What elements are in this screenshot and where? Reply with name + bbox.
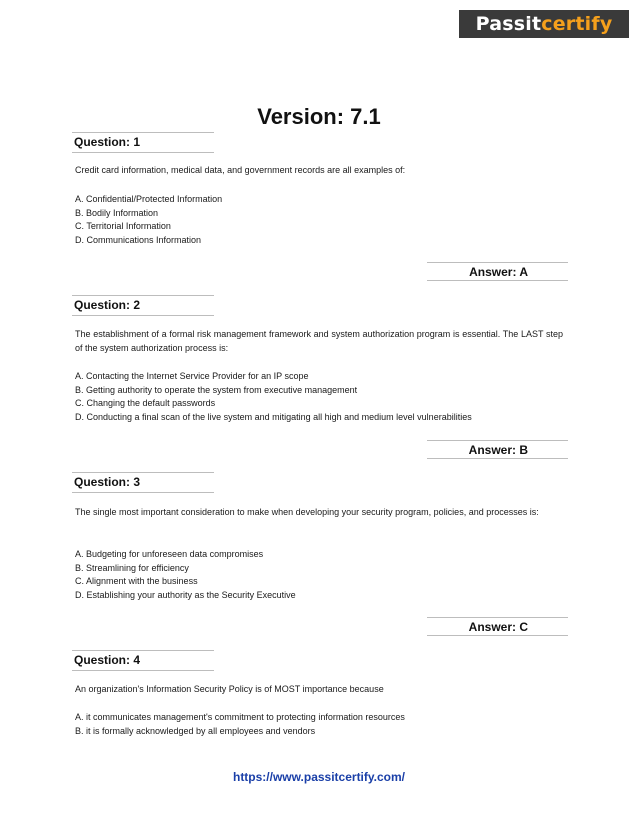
question-4-option-b: B. it is formally acknowledged by all employees and vendors bbox=[75, 725, 316, 736]
question-2-option-a: A. Contacting the Internet Service Provider for an IP scope bbox=[75, 371, 309, 381]
question-3-options bbox=[75, 548, 575, 602]
question-1-option-d: D. Communications Information bbox=[75, 234, 202, 245]
question-3-option-b: B. Streamlining for efficiency bbox=[75, 562, 189, 573]
question-2-option-d: D. Conducting a final scan of the live system and mitigating all high and medium level vulnerabilities bbox=[75, 411, 472, 422]
question-1-option-c: C. Territorial Information bbox=[75, 221, 171, 232]
question-3-option-a: A. Budgeting for unforeseen data compromises bbox=[75, 549, 264, 559]
question-4-text: An organization's Information Security Policy is of MOST importance because bbox=[75, 684, 384, 694]
question-3-text: The single most important consideration to make when developing your security program, policies, and processes is: bbox=[75, 507, 539, 517]
question-1-text: Credit card information, medical data, and government records are all examples of: bbox=[75, 165, 406, 175]
version-title: Version: 7.1 bbox=[257, 104, 381, 129]
question-1-options bbox=[75, 193, 575, 247]
question-2-option-b: B. Getting authority to operate the system from executive management bbox=[75, 384, 358, 395]
question-2-answer: Answer: B bbox=[427, 440, 568, 459]
footer-website-link[interactable]: https://www.passitcertify.com/ bbox=[232, 770, 406, 784]
question-4-options bbox=[75, 711, 575, 738]
logo-text-passit: Passit bbox=[475, 13, 542, 35]
question-3-header: Question: 3 bbox=[72, 472, 214, 493]
question-2-text: The establishment of a formal risk management framework and system authorization program is essential. The LAST step of the system authorization process is: bbox=[75, 329, 563, 353]
question-2-header: Question: 2 bbox=[72, 295, 214, 316]
question-4-header: Question: 4 bbox=[72, 650, 214, 671]
question-4-option-a: A. it communicates management's commitment to protecting information resources bbox=[75, 712, 405, 722]
question-2-option-c: C. Changing the default passwords bbox=[75, 398, 216, 409]
question-1-header: Question: 1 bbox=[72, 132, 214, 153]
question-2-options bbox=[75, 370, 575, 424]
question-3-option-d: D. Establishing your authority as the Security Executive bbox=[75, 589, 296, 600]
question-1-option-b: B. Bodily Information bbox=[75, 207, 159, 218]
question-3-option-c: C. Alignment with the business bbox=[75, 576, 198, 587]
question-1-answer: Answer: A bbox=[427, 262, 568, 281]
question-3-answer: Answer: C bbox=[427, 617, 568, 636]
logo-text-certify: certify bbox=[541, 13, 613, 35]
passitcertify-logo bbox=[459, 10, 629, 38]
question-1-option-a: A. Confidential/Protected Information bbox=[75, 194, 223, 204]
